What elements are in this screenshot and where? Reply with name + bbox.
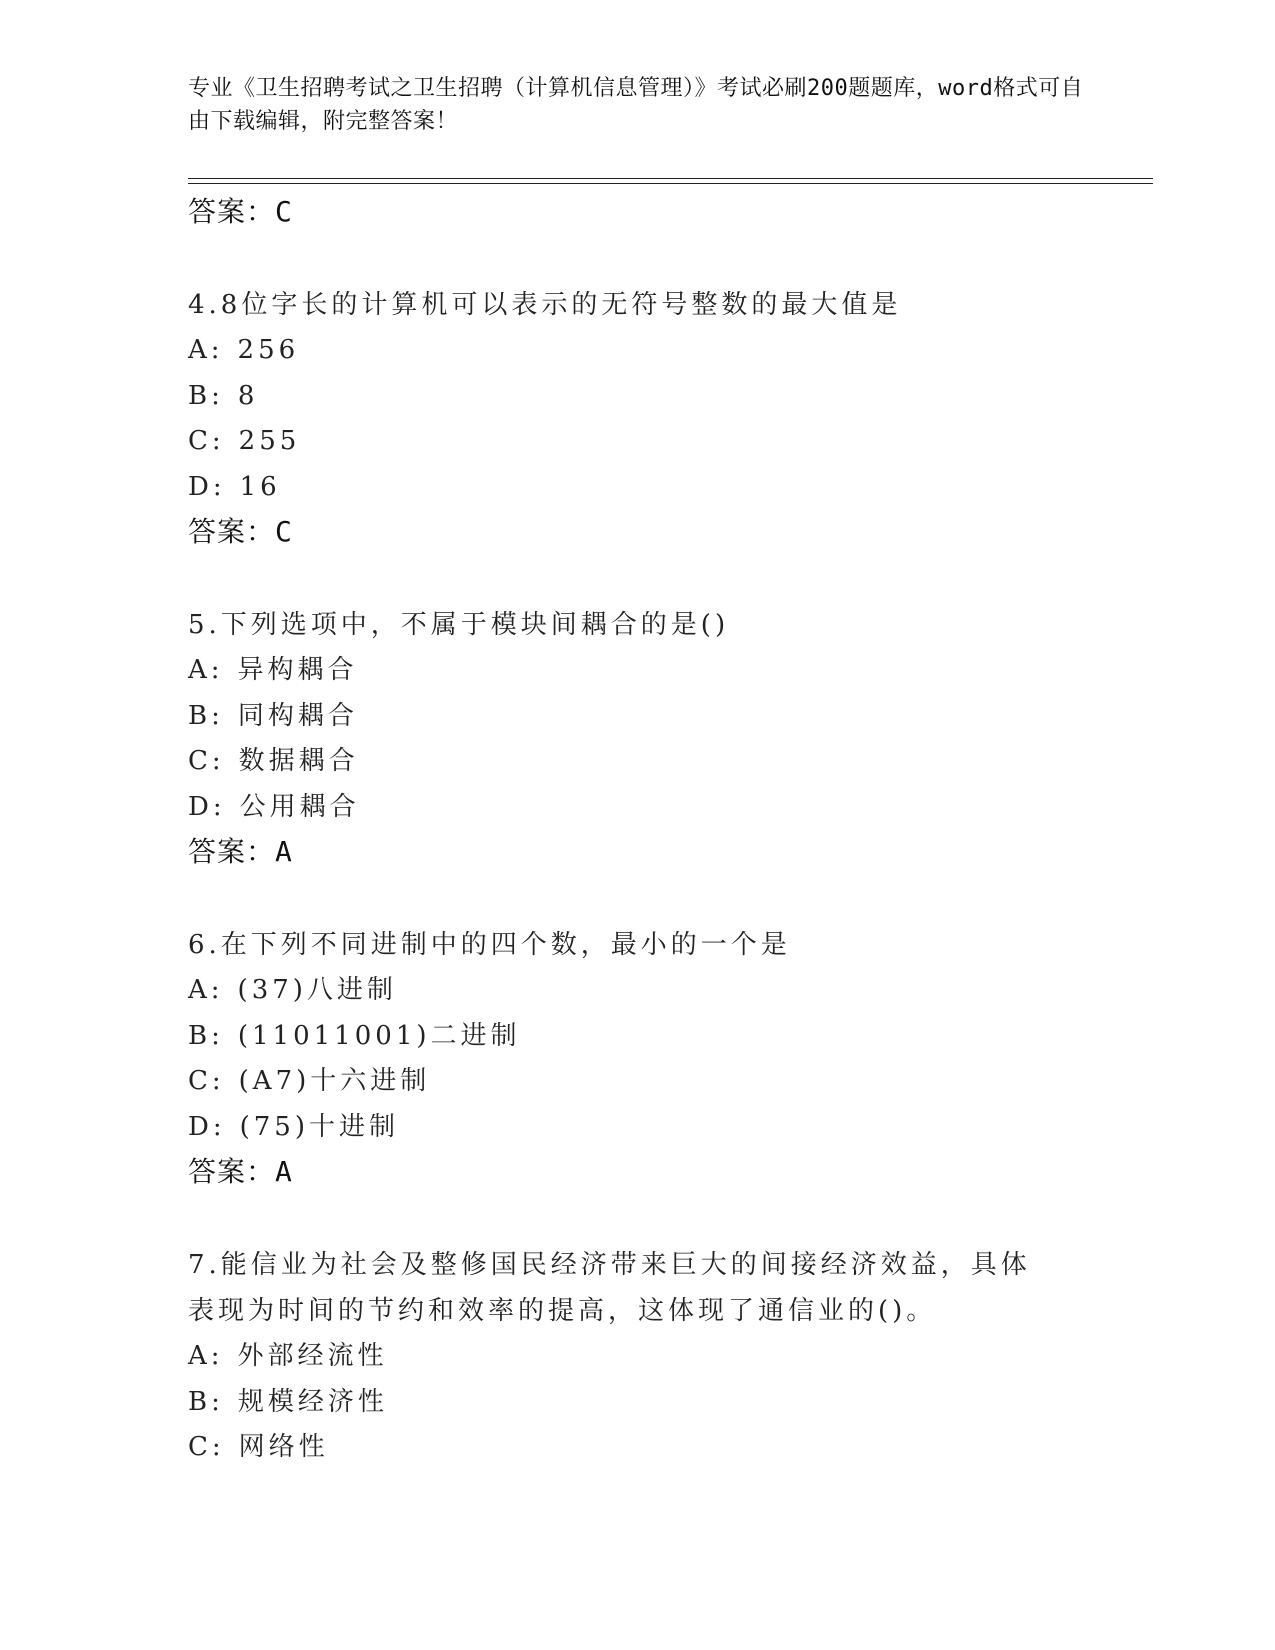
- question-5: [188, 602, 1088, 874]
- question-4: [188, 282, 1088, 554]
- question-text: 7.能信业为社会及整修国民经济带来巨大的间接经济效益，具体表现为时间的节约和效率的提高，这体现了通信业的()。: [188, 1250, 1031, 1326]
- option-c: C: 255: [188, 426, 301, 456]
- option-d: D: (75)十进制: [188, 1111, 399, 1142]
- prior-answer: 答案：C: [188, 195, 293, 228]
- option-c: C: 数据耦合: [188, 746, 359, 776]
- question-list: [188, 190, 1088, 1471]
- option-b: B: 规模经济性: [188, 1386, 388, 1417]
- answer: 答案：A: [188, 1155, 293, 1188]
- question-text: 5.下列选项中，不属于模块间耦合的是(): [188, 610, 730, 640]
- option-a: A: 256: [188, 335, 300, 365]
- document-header: 专业《卫生招聘考试之卫生招聘（计算机信息管理）》考试必刷200题题库，word格式可自由下载编辑，附完整答案！: [188, 76, 1084, 134]
- option-c: C: (A7)十六进制: [188, 1066, 431, 1096]
- option-a: A: 异构耦合: [188, 655, 358, 685]
- option-c: C: 网络性: [188, 1432, 329, 1462]
- option-b: B: (11011001)二进制: [188, 1020, 521, 1051]
- option-b: B: 8: [188, 380, 259, 411]
- header-divider-bottom: [188, 183, 1153, 184]
- question-6: [188, 922, 1088, 1194]
- option-d: D: 公用耦合: [188, 791, 360, 822]
- answer: 答案：C: [188, 515, 293, 548]
- option-b: B: 同构耦合: [188, 700, 358, 731]
- header-divider-top: [188, 178, 1153, 179]
- option-a: A: 外部经流性: [188, 1341, 388, 1371]
- option-a: A: (37)八进制: [188, 975, 397, 1005]
- question-text: 4.8位字长的计算机可以表示的无符号整数的最大值是: [188, 290, 902, 320]
- answer: 答案：A: [188, 835, 293, 868]
- option-d: D: 16: [188, 471, 281, 502]
- question-text: 6.在下列不同进制中的四个数，最小的一个是: [188, 930, 791, 960]
- question-7: [188, 1242, 1088, 1471]
